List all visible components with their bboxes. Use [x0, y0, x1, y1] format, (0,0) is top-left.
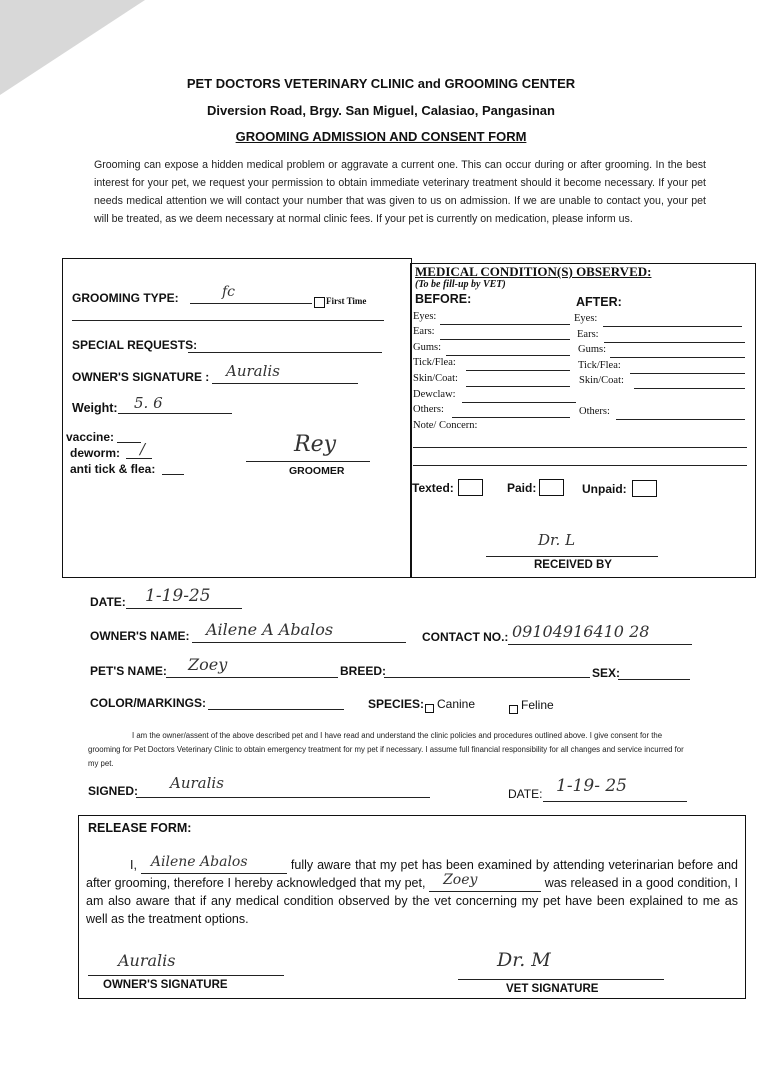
after-label: AFTER:	[576, 295, 622, 309]
release-text-1: fully aware that my pet has been examined by attending veterinarian before and after grooming, therefore I hereby acknowledged that my pet,	[86, 858, 738, 890]
deworm-field[interactable]	[126, 457, 152, 459]
intro-paragraph: Grooming can expose a hidden medical problem or aggravate a current one. This can occur during or after grooming. In the best interest for your pet, we request your permission to obtain immediate veterinary treatment should it become necessary. If your pet needs medical attention we will contact your number that was given to us on admission. If we are unable to contact you, your pet will be treated, as we deem necessary at normal clinic fees. If your pet is currently on medication, please inform us.	[94, 159, 706, 225]
before-item-label: Others:	[413, 404, 444, 415]
owner-name-label: OWNER'S NAME:	[90, 629, 190, 643]
signed-value: Auralis	[170, 774, 224, 792]
canine-label: Canine	[437, 697, 476, 711]
clinic-address: Diversion Road, Brgy. San Miguel, Calasiao, Pangasinan	[207, 103, 555, 118]
feline-label: Feline	[521, 698, 554, 712]
before-item-field[interactable]	[446, 354, 570, 356]
pet-name-label: PET'S NAME:	[90, 664, 167, 678]
special-requests-field[interactable]	[188, 351, 382, 353]
before-item-label: Skin/Coat:	[413, 373, 458, 384]
deworm-label: deworm:	[70, 446, 121, 460]
signed-label: SIGNED:	[88, 784, 139, 798]
release-owner-signature-label: OWNER'S SIGNATURE	[103, 979, 228, 991]
before-item-label: Tick/Flea:	[413, 357, 456, 368]
consent-text: I am the owner/assent of the above described pet and I have read and understand the clinic policies and procedures outlined above. I give consent for the grooming for Pet Doctors Veterinary Clinic to obtain emergency treatment for my pet if necessary. I assume full financial responsibility for all changes and service incurred for my pet.	[88, 731, 684, 768]
date-value: 1-19-25	[145, 586, 211, 606]
grooming-box	[62, 258, 412, 578]
after-item-field[interactable]	[630, 372, 745, 374]
contact-value: 09104916410 28	[512, 622, 650, 641]
grooming-type-label: GROOMING TYPE:	[72, 291, 179, 305]
owner-name-field[interactable]	[192, 641, 406, 643]
before-item-field[interactable]	[466, 369, 570, 371]
release-owner-signature-line[interactable]	[88, 974, 284, 976]
first-time-checkbox[interactable]	[314, 294, 325, 312]
before-item-label: Ears:	[413, 326, 435, 337]
anti-tick-label: anti tick & flea:	[70, 462, 156, 476]
before-item-field[interactable]	[440, 323, 570, 325]
before-item-field[interactable]	[462, 401, 576, 403]
after-item-field[interactable]	[603, 325, 742, 327]
groomer-line	[246, 460, 370, 462]
unpaid-label: Unpaid:	[582, 482, 627, 496]
before-item-label: Eyes:	[413, 311, 437, 322]
owner-signature-value: Auralis	[226, 362, 280, 380]
release-pet-value: Zoey	[443, 872, 478, 888]
first-time-label: First Time	[326, 296, 367, 306]
sex-label: SEX:	[592, 666, 621, 680]
after-item-label: Others:	[579, 406, 610, 417]
release-title: RELEASE FORM:	[88, 821, 192, 835]
canine-checkbox[interactable]	[425, 700, 434, 718]
color-markings-field[interactable]	[208, 708, 344, 710]
consent-date-field[interactable]	[543, 800, 687, 802]
before-item-field[interactable]	[466, 385, 570, 387]
note-line-2[interactable]	[413, 464, 747, 466]
consent-date-label: DATE:	[508, 787, 543, 801]
release-vet-signature-value: Dr. M	[497, 949, 551, 971]
breed-field[interactable]	[384, 676, 590, 678]
owner-signature-label: OWNER'S SIGNATURE :	[72, 370, 210, 384]
color-markings-label: COLOR/MARKINGS:	[90, 696, 206, 710]
special-requests-label: SPECIAL REQUESTS:	[72, 338, 198, 352]
owner-signature-field[interactable]	[212, 382, 358, 384]
pet-name-field[interactable]	[166, 676, 338, 678]
weight-field[interactable]	[118, 412, 232, 414]
after-item-field[interactable]	[610, 356, 745, 358]
grooming-type-field[interactable]	[190, 302, 312, 304]
release-i-label: I,	[130, 858, 137, 872]
date-label: DATE:	[90, 595, 126, 609]
groomer-signature: Rey	[294, 432, 337, 457]
medical-subtitle: (To be fill-up by VET)	[415, 279, 506, 290]
paid-checkbox[interactable]	[539, 479, 564, 497]
after-item-field[interactable]	[604, 341, 745, 343]
after-item-field[interactable]	[616, 418, 745, 420]
after-item-label: Tick/Flea:	[578, 360, 621, 371]
received-by-label: RECEIVED BY	[534, 559, 612, 571]
texted-checkbox[interactable]	[458, 479, 483, 497]
before-item-label: Dewclaw:	[413, 389, 456, 400]
after-item-field[interactable]	[634, 387, 745, 389]
weight-label: Weight:	[72, 401, 118, 415]
vaccine-field[interactable]	[117, 441, 141, 443]
deworm-value: /	[140, 440, 146, 458]
pet-name-value: Zoey	[188, 655, 228, 674]
weight-value: 5. 6	[134, 394, 163, 412]
grooming-type-value: fc	[222, 284, 236, 300]
anti-tick-field[interactable]	[162, 473, 184, 475]
paid-label: Paid:	[507, 481, 537, 495]
medical-title: MEDICAL CONDITION(S) OBSERVED:	[415, 264, 652, 279]
after-item-label: Ears:	[577, 329, 599, 340]
feline-checkbox[interactable]	[509, 701, 518, 719]
owner-name-value: Ailene A Abalos	[206, 620, 334, 639]
note-line-1[interactable]	[413, 446, 747, 448]
form-title: GROOMING ADMISSION AND CONSENT FORM	[235, 129, 527, 144]
release-text-2: was released in a good condition, I am also aware that if any medical condition observed by the vet concerning my pet have been explained to me as well as the treatment options.	[86, 876, 738, 926]
release-vet-signature-label: VET SIGNATURE	[506, 983, 599, 995]
before-item-field[interactable]	[440, 338, 570, 340]
before-label: BEFORE:	[415, 292, 472, 306]
release-name-value: Ailene Abalos	[150, 854, 248, 870]
date-field[interactable]	[126, 607, 242, 609]
received-line	[486, 555, 658, 557]
after-item-label: Eyes:	[574, 313, 598, 324]
note-concern-label: Note/ Concern:	[413, 420, 478, 431]
release-name-field[interactable]	[141, 854, 287, 874]
grooming-extra-line	[72, 319, 384, 321]
release-paragraph	[86, 856, 738, 928]
clinic-name: PET DOCTORS VETERINARY CLINIC and GROOMING CENTER	[186, 76, 576, 91]
after-item-label: Gums:	[578, 344, 607, 355]
release-vet-signature-line[interactable]	[458, 978, 664, 980]
release-pet-field[interactable]	[429, 872, 541, 892]
unpaid-checkbox[interactable]	[632, 480, 657, 498]
before-item-label: Gums:	[413, 342, 442, 353]
consent-date-value: 1-19- 25	[556, 776, 627, 796]
sex-field[interactable]	[618, 678, 690, 680]
vaccine-label: vaccine:	[66, 430, 115, 444]
breed-label: BREED:	[340, 664, 387, 678]
before-item-field[interactable]	[452, 416, 570, 418]
species-label: SPECIES:	[368, 697, 425, 711]
after-item-label: Skin/Coat:	[579, 375, 624, 386]
received-signature: Dr. L	[538, 531, 576, 549]
contact-field[interactable]	[508, 643, 692, 645]
groomer-label: GROOMER	[289, 465, 345, 477]
contact-label: CONTACT NO.:	[422, 630, 509, 644]
release-owner-signature-value: Auralis	[118, 951, 176, 970]
texted-label: Texted:	[412, 481, 454, 495]
signed-field[interactable]	[136, 796, 430, 798]
